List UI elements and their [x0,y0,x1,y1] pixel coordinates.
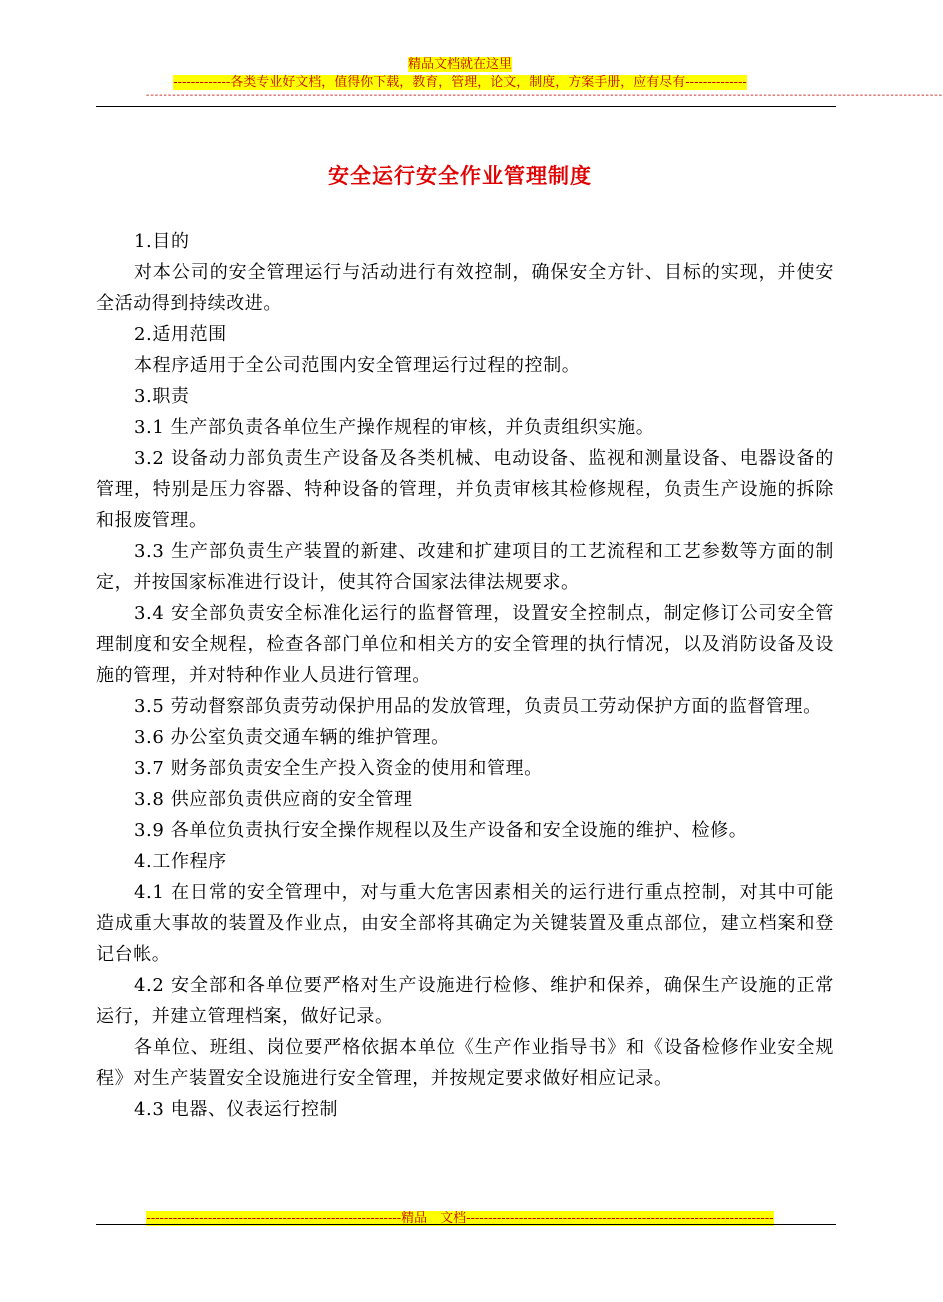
header-banner-title: 精品文档就在这里 [407,57,512,72]
header-rule [96,106,836,107]
paragraph: 3.1 生产部负责各单位生产操作规程的审核，并负责组织实施。 [134,417,655,438]
paragraph: 4.2 安全部和各单位要严格对生产设施进行检修、维护和保养，确保生产设施的正常运行，并建立管理档案，做好记录。 [96,975,834,1027]
paragraph: 3.4 安全部负责安全标准化运行的监督管理，设置安全控制点，制定修订公司安全管理制度和安全规程，检查各部门单位和相关方的安全管理的执行情况，以及消防设备及设施的管理，并对特种作业人员进行管理。 [96,603,834,686]
footer-banner: ----------------------------------------------------------精品 文档---------------------------------------------------------------------- [146,1211,774,1226]
header-dash-line: -------------------------------------------------------------------------------------------------------------------------------------------------------------------------------------- [146,90,943,101]
paragraph: 1.目的 [134,231,190,252]
paragraph: 3.7 财务部负责安全生产投入资金的使用和管理。 [134,758,543,779]
paragraph: 4.1 在日常的安全管理中，对与重大危害因素相关的运行进行重点控制，对其中可能造成重大事故的装置及作业点，由安全部将其确定为关键装置及重点部位，建立档案和登记台帐。 [96,882,834,965]
paragraph: 本程序适用于全公司范围内安全管理运行过程的控制。 [134,355,581,376]
paragraph: 3.2 设备动力部负责生产设备及各类机械、电动设备、监视和测量设备、电器设备的管理，特别是压力容器、特种设备的管理，并负责审核其检修规程，负责生产设施的拆除和报废管理。 [96,448,834,531]
paragraph: 各单位、班组、岗位要严格依据本单位《生产作业指导书》和《设备检修作业安全规程》对生产装置安全设施进行安全管理，并按规定要求做好相应记录。 [96,1037,834,1089]
document-body [96,226,834,1125]
paragraph: 3.6 办公室负责交通车辆的维护管理。 [134,727,450,748]
paragraph: 3.3 生产部负责生产装置的新建、改建和扩建项目的工艺流程和工艺参数等方面的制定，并按国家标准进行设计，使其符合国家法律法规要求。 [96,541,834,593]
paragraph: 3.8 供应部负责供应商的安全管理 [134,789,413,810]
paragraph: 4.工作程序 [134,851,227,872]
document-title: 安全运行安全作业管理制度 [328,164,592,188]
paragraph: 3.5 劳动督察部负责劳动保护用品的发放管理，负责员工劳动保护方面的监督管理。 [134,696,822,717]
paragraph: 对本公司的安全管理运行与活动进行有效控制，确保安全方针、目标的实现，并使安全活动得到持续改进。 [96,262,834,314]
footer-rule [96,1224,836,1225]
paragraph: 4.3 电器、仪表运行控制 [134,1099,339,1120]
header-banner-subtitle: -------------各类专业好文档，值得你下载，教育，管理，论文，制度，方案手册，应有尽有-------------- [173,75,747,90]
paragraph: 2.适用范围 [134,324,227,345]
paragraph: 3.职责 [134,386,190,407]
paragraph: 3.9 各单位负责执行安全操作规程以及生产设备和安全设施的维护、检修。 [134,820,748,841]
